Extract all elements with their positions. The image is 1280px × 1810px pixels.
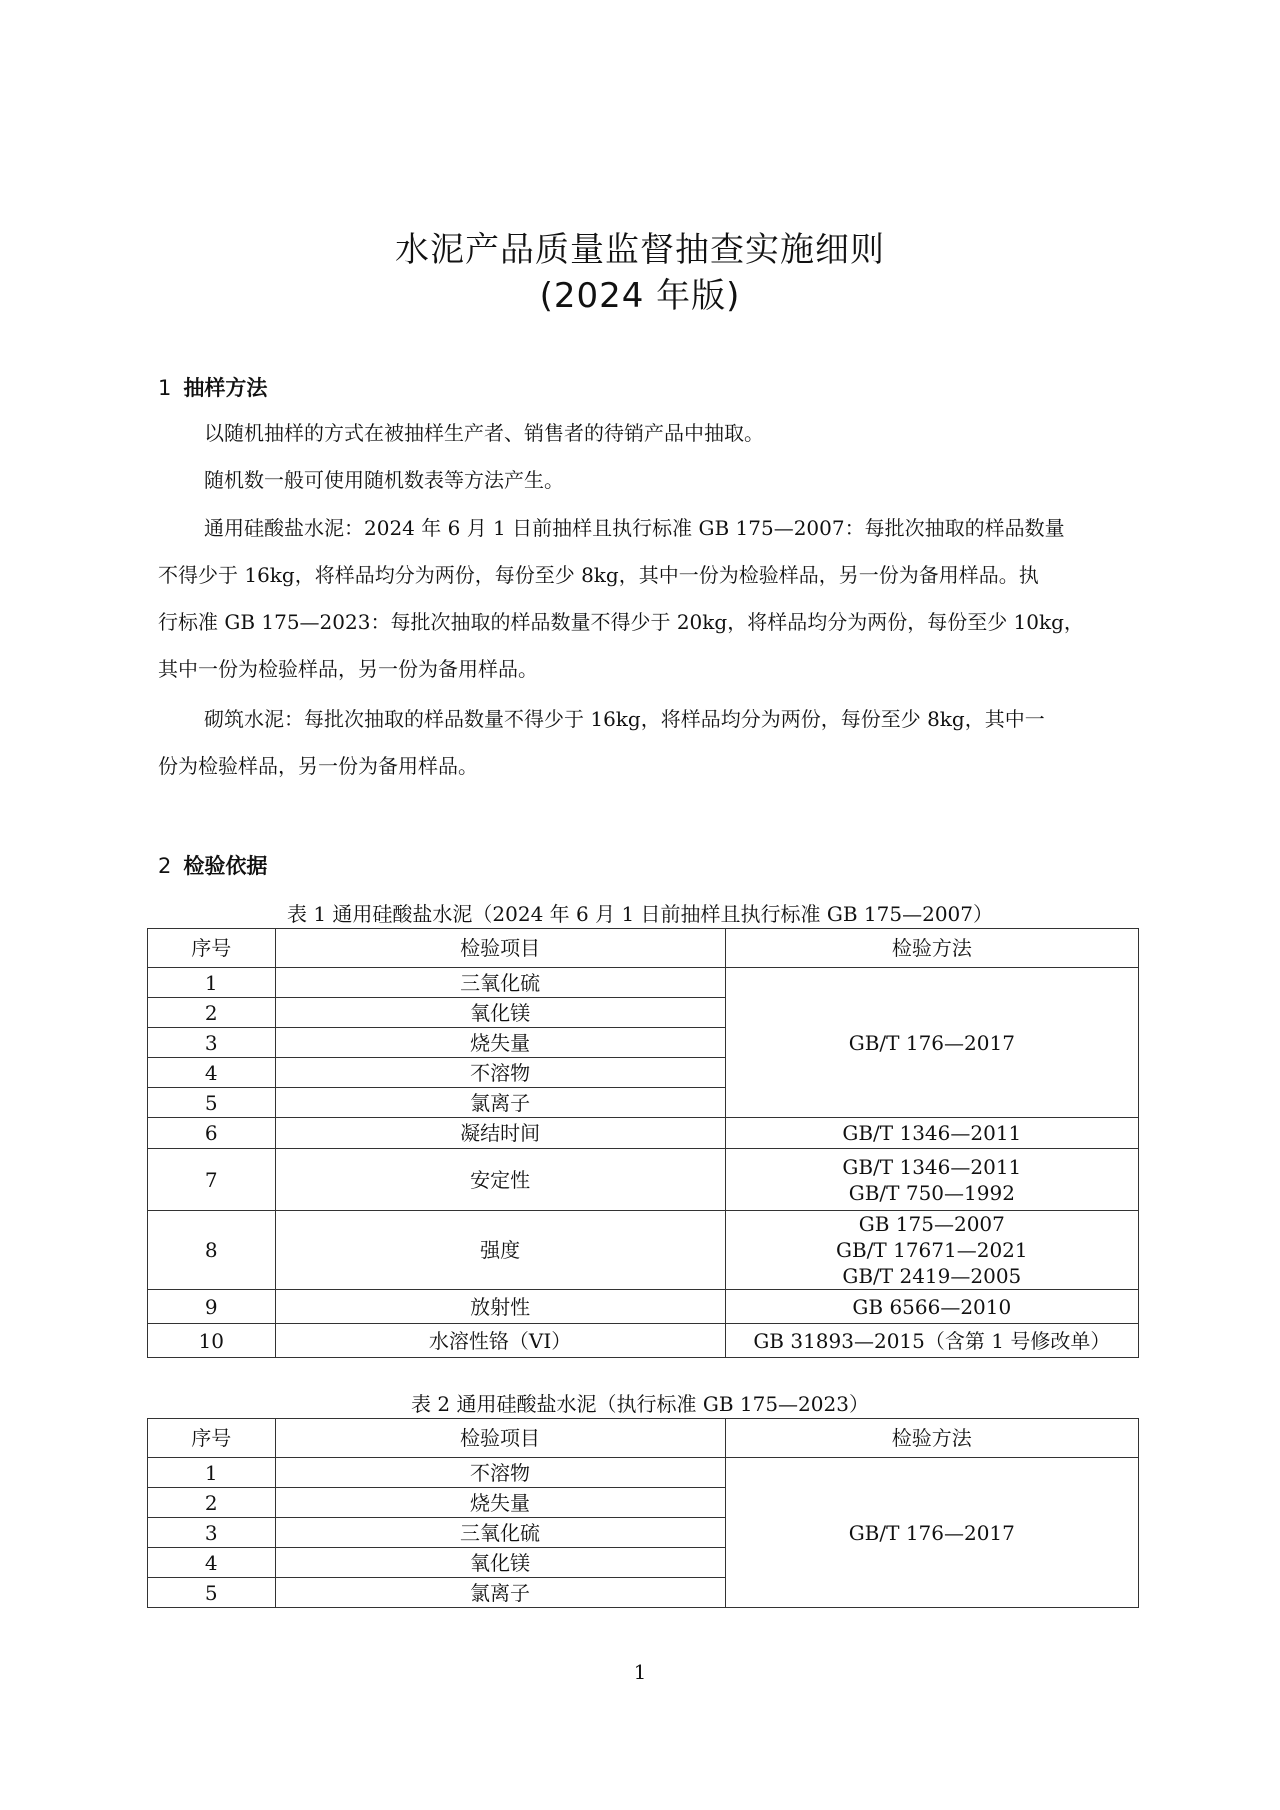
row-number: 9: [148, 1290, 276, 1324]
row-number: 6: [148, 1118, 276, 1149]
table-row: [148, 1118, 1139, 1149]
table-header-row: [148, 929, 1139, 968]
paragraph-line: 不得少于 16kg，将样品均分为两份，每份至少 8kg，其中一份为检验样品，另一份为备用样品。执: [158, 563, 1039, 587]
inspection-item: 氧化镁: [275, 998, 725, 1028]
row-number: 5: [148, 1088, 276, 1118]
row-number: 8: [148, 1211, 276, 1290]
row-number: 10: [148, 1324, 276, 1358]
inspection-item: 安定性: [275, 1149, 725, 1211]
inspection-item: 水溶性铬（VI）: [275, 1324, 725, 1358]
inspection-method: GB/T 176—2017: [725, 968, 1138, 1118]
row-number: 4: [148, 1058, 276, 1088]
section-title: 检验依据: [183, 854, 268, 878]
inspection-item: 凝结时间: [275, 1118, 725, 1149]
section-number: 1: [158, 376, 172, 400]
method-line: GB/T 1346—2011: [842, 1154, 1022, 1179]
inspection-item: 氯离子: [275, 1088, 725, 1118]
method-line: GB 175—2007: [858, 1212, 1005, 1236]
row-number: 7: [148, 1149, 276, 1211]
paragraph-line: 通用硅酸盐水泥：2024 年 6 月 1 日前抽样且执行标准 GB 175—2007：每批次抽取的样品数量: [204, 516, 1065, 540]
inspection-item: 强度: [275, 1211, 725, 1290]
inspection-method: GB/T 1346—2011: [725, 1118, 1138, 1149]
inspection-method: GB 6566—2010: [725, 1290, 1138, 1324]
row-number: 4: [148, 1548, 276, 1578]
row-number: 2: [148, 1488, 276, 1518]
paragraph-sampling-method: 以随机抽样的方式在被抽样生产者、销售者的待销产品中抽取。: [204, 421, 764, 445]
section-number: 2: [158, 854, 172, 878]
inspection-item: 三氧化硫: [275, 1518, 725, 1548]
table-2-caption: 表 2 通用硅酸盐水泥（执行标准 GB 175—2023）: [411, 1392, 869, 1416]
inspection-item: 烧失量: [275, 1028, 725, 1058]
paragraph-line: 砌筑水泥：每批次抽取的样品数量不得少于 16kg，将样品均分为两份，每份至少 8kg，其中一: [204, 707, 1045, 731]
paragraph-random-number: 随机数一般可使用随机数表等方法产生。: [204, 468, 564, 492]
inspection-item: 氧化镁: [275, 1548, 725, 1578]
column-header: 检验项目: [275, 929, 725, 968]
column-header: 序号: [148, 929, 276, 968]
row-number: 5: [148, 1578, 276, 1608]
table-row: [148, 1211, 1139, 1290]
column-header: 检验方法: [725, 929, 1138, 968]
inspection-method: [725, 1149, 1138, 1211]
section-title: 抽样方法: [183, 376, 268, 400]
column-header: 序号: [148, 1419, 276, 1458]
table-header-row: [148, 1419, 1139, 1458]
inspection-item: 氯离子: [275, 1578, 725, 1608]
table-row: [148, 1149, 1139, 1211]
row-number: 2: [148, 998, 276, 1028]
paragraph-line: 其中一份为检验样品，另一份为备用样品。: [158, 657, 538, 681]
row-number: 1: [148, 968, 276, 998]
inspection-method: [725, 1211, 1138, 1290]
paragraph-masonry-cement: [158, 696, 1133, 790]
row-number: 1: [148, 1458, 276, 1488]
method-line: GB/T 750—1992: [848, 1180, 1015, 1205]
inspection-method: GB 31893—2015（含第 1 号修改单）: [725, 1324, 1138, 1358]
table-row: [148, 1324, 1139, 1358]
document-title: 水泥产品质量监督抽查实施细则: [395, 230, 885, 270]
column-header: 检验项目: [275, 1419, 725, 1458]
inspection-item: 不溶物: [275, 1458, 725, 1488]
method-line: GB/T 2419—2005: [842, 1264, 1022, 1288]
inspection-method: GB/T 176—2017: [725, 1458, 1138, 1608]
inspection-item: 放射性: [275, 1290, 725, 1324]
paragraph-line: 行标准 GB 175—2023：每批次抽取的样品数量不得少于 20kg，将样品均分为两份，每份至少 10kg，: [158, 610, 1084, 634]
paragraph-line: 份为检验样品，另一份为备用样品。: [158, 754, 478, 778]
document-subtitle: (2024 年版): [539, 276, 741, 316]
column-header: 检验方法: [725, 1419, 1138, 1458]
table-row: [148, 1458, 1139, 1488]
table-row: [148, 1290, 1139, 1324]
method-line: GB/T 17671—2021: [836, 1238, 1028, 1262]
table-row: [148, 968, 1139, 998]
inspection-item: 烧失量: [275, 1488, 725, 1518]
page-number: 1: [633, 1660, 647, 1684]
table-2: [147, 1418, 1139, 1608]
table-1-caption: 表 1 通用硅酸盐水泥（2024 年 6 月 1 日前抽样且执行标准 GB 175—2007）: [286, 902, 994, 926]
row-number: 3: [148, 1028, 276, 1058]
table-1: [147, 928, 1139, 1358]
inspection-item: 三氧化硫: [275, 968, 725, 998]
inspection-item: 不溶物: [275, 1058, 725, 1088]
section-2-heading: [158, 850, 267, 880]
section-1-heading: [158, 372, 267, 402]
row-number: 3: [148, 1518, 276, 1548]
paragraph-general-cement: [158, 505, 1133, 693]
